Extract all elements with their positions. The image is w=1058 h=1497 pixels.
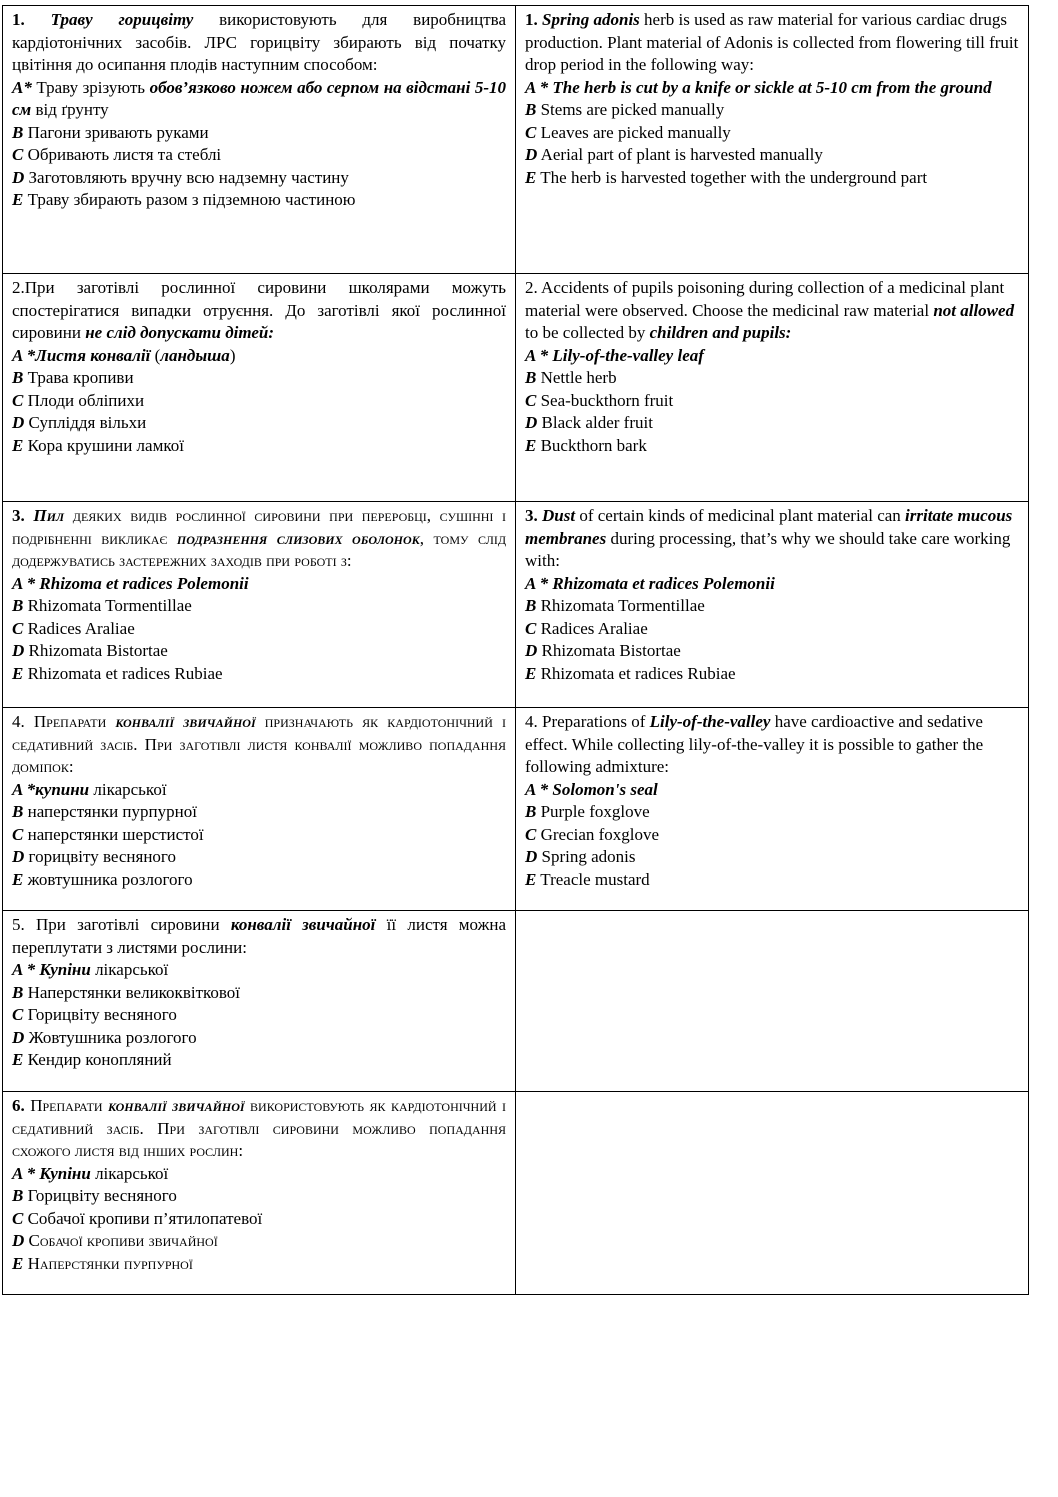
stem-text: конвалії звичайної	[230, 915, 376, 934]
option-letter: E	[12, 663, 24, 683]
option-letter: C	[12, 1208, 24, 1228]
option-text: від ґрунту	[31, 100, 109, 119]
question-stem	[525, 9, 1019, 77]
question-row	[3, 6, 1029, 274]
option-letter: A	[12, 960, 23, 979]
option-letter: B	[525, 368, 537, 387]
option-letter: E	[525, 435, 537, 455]
option-letter: C	[12, 1005, 24, 1024]
answer-option	[12, 1253, 506, 1276]
stem-text: have cardioactive and sedative effect. While collecting lily-of-the-valley it is possible to gather the following admixture:	[525, 712, 984, 776]
answer-option	[12, 846, 506, 869]
option-text: Обривають листя та стеблі	[23, 145, 222, 164]
option-text: * Купіни	[22, 1163, 91, 1183]
option-text: Пагони зривають руками	[23, 122, 209, 142]
stem-text: її листя можна переплутати з листями рослини:	[12, 915, 506, 957]
answer-option	[12, 1230, 506, 1253]
option-letter: D	[525, 847, 538, 866]
option-letter: C	[12, 390, 24, 410]
stem-text: Траву горицвіту	[50, 10, 194, 29]
answer-option	[12, 1185, 506, 1208]
option-letter: C	[525, 618, 537, 638]
answer-option	[525, 824, 1019, 847]
stem-text: призначають як кардіотонічний і седативний засіб. При заготівлі листя конвалії можливо попадання доміпок:	[12, 712, 506, 776]
option-letter: B	[12, 1186, 24, 1205]
empty-cell-en	[516, 911, 1029, 1092]
option-text: Rhizomata et radices Rubiae	[23, 663, 223, 683]
stem-text: 1.	[12, 10, 51, 29]
question-cell-ua	[3, 6, 516, 274]
option-text: Плоди обліпихи	[23, 390, 145, 410]
answer-option	[525, 801, 1019, 824]
answer-option	[12, 1208, 506, 1231]
option-text: Nettle herb	[536, 368, 617, 387]
option-letter: C	[12, 618, 24, 638]
answer-option	[12, 189, 506, 212]
question-row	[3, 274, 1029, 502]
answer-option	[12, 167, 506, 190]
option-text: Treacle mustard	[536, 869, 650, 889]
option-text: Супліддя вільхи	[24, 413, 147, 432]
stem-text: irritate mucous membranes	[525, 506, 1013, 548]
option-text: наперстянки пурпурної	[23, 802, 197, 821]
option-letter: B	[12, 982, 24, 1002]
option-text: жовтушника розлогого	[23, 869, 193, 889]
option-letter: E	[525, 869, 537, 889]
stem-text: 4. Preparations of	[525, 712, 650, 731]
question-row	[3, 1092, 1029, 1295]
option-letter: C	[525, 824, 537, 844]
answer-option	[525, 869, 1019, 892]
stem-text: Lily-of-the-valley	[649, 712, 771, 731]
option-letter: B	[12, 368, 24, 387]
option-letter: D	[12, 413, 25, 432]
option-letter: B	[12, 596, 24, 615]
question-row	[3, 502, 1029, 708]
answer-option	[12, 824, 506, 847]
option-text: лікарської	[90, 960, 169, 979]
option-text: Stems are picked manually	[536, 100, 725, 119]
option-letter: E	[12, 869, 24, 889]
answer-option	[525, 367, 1019, 390]
answer-option	[12, 618, 506, 641]
question-cell-en	[516, 274, 1029, 502]
option-text: горицвіту весняного	[24, 847, 176, 866]
stem-text: herb is used as raw material for various cardiac drugs production. Plant material of Adonis is collected from flowering till fruit drop period in the following way:	[525, 10, 1019, 74]
question-cell-ua	[3, 502, 516, 708]
option-letter: D	[12, 1027, 25, 1047]
option-text: Grecian foxglove	[536, 824, 660, 844]
question-table-body	[3, 6, 1029, 1295]
answer-option	[12, 869, 506, 892]
stem-text: 5. При заготівлі сировини	[12, 915, 231, 934]
answer-option	[12, 573, 506, 596]
option-text: Rhizomata Bistortae	[24, 641, 168, 660]
answer-option	[525, 435, 1019, 458]
option-text: * Solomon's seal	[535, 779, 658, 799]
question-row	[3, 911, 1029, 1092]
stem-text: 2.При заготівлі рослинної сировини школярами можуть спостерігатися випадки отруєння. До заготівлі якої рослинної сировини	[12, 278, 506, 342]
answer-option	[12, 1049, 506, 1072]
question-cell-ua	[3, 1092, 516, 1295]
option-text: Radices Araliae	[536, 618, 648, 638]
option-text: Собачої кропиви звичайної	[24, 1231, 218, 1250]
option-letter: C	[525, 390, 537, 410]
option-text: Sea-buckthorn fruit	[536, 390, 674, 410]
option-text: Траву зрізують	[31, 77, 150, 97]
stem-text: 6.	[12, 1096, 31, 1115]
answer-option	[525, 779, 1019, 802]
answer-option	[525, 144, 1019, 167]
question-row	[3, 708, 1029, 911]
answer-option	[525, 77, 1019, 100]
answer-option	[12, 663, 506, 686]
option-letter: B	[525, 596, 537, 615]
answer-option	[12, 345, 506, 368]
option-text: )	[229, 345, 236, 365]
question-cell-en	[516, 6, 1029, 274]
option-text: Purple foxglove	[536, 802, 650, 821]
option-text: Radices Araliae	[23, 618, 135, 638]
answer-option	[12, 1163, 506, 1186]
question-stem	[12, 914, 506, 959]
question-stem	[525, 277, 1019, 345]
question-stem	[525, 711, 1019, 779]
stem-text: Препарати	[30, 1096, 109, 1115]
option-letter: E	[12, 1253, 24, 1273]
option-letter: E	[12, 435, 24, 455]
answer-option	[12, 1027, 506, 1050]
option-letter: A	[12, 345, 23, 365]
stem-text: використовують для виробництва кардіотонічних засобів. ЛРС горицвіту збирають від початку цвітіння до осипання плодів наступним способом:	[12, 10, 507, 74]
answer-option	[12, 779, 506, 802]
option-text: лікарської	[89, 779, 167, 799]
answer-option	[12, 77, 506, 122]
option-text: Spring adonis	[537, 847, 636, 866]
answer-option	[12, 122, 506, 145]
option-letter: D	[525, 145, 538, 164]
answer-option	[525, 412, 1019, 435]
stem-text: подразнення слизових оболонок	[176, 528, 420, 548]
answer-option	[12, 367, 506, 390]
option-text: The herb is harvested together with the underground part	[536, 167, 928, 187]
option-letter: A	[12, 779, 23, 799]
question-stem	[12, 711, 506, 779]
stem-text: 3.	[12, 506, 34, 525]
stem-text: during processing, that’s why we should take care working with:	[525, 528, 1011, 570]
empty-cell-en	[516, 1092, 1029, 1295]
option-text: лікарської	[90, 1163, 169, 1183]
question-stem	[12, 505, 506, 573]
option-letter: A	[525, 779, 536, 799]
answer-option	[525, 573, 1019, 596]
stem-text: to be collected by	[525, 323, 650, 342]
stem-text: of certain kinds of medicinal plant material can	[575, 506, 906, 525]
option-text: Rhizomata Bistortae	[537, 641, 681, 660]
answer-option	[525, 846, 1019, 869]
question-stem	[12, 9, 506, 77]
answer-option	[12, 595, 506, 618]
option-letter: C	[525, 122, 537, 142]
answer-option	[525, 595, 1019, 618]
option-letter: D	[525, 413, 538, 432]
question-cell-ua	[3, 274, 516, 502]
answer-option	[525, 122, 1019, 145]
stem-text: Пил	[33, 506, 65, 525]
option-text: наперстянки шерстистої	[23, 824, 204, 844]
option-letter: D	[12, 167, 25, 187]
option-text: Траву збирають разом з підземною частиною	[23, 190, 356, 209]
question-cell-en	[516, 502, 1029, 708]
option-text: * Rhizomata et radices Polemonii	[535, 573, 775, 593]
option-letter: A	[12, 1163, 23, 1183]
option-text: * Lily-of-the-valley leaf	[535, 345, 704, 365]
stem-text: не слід допускати дітей:	[85, 323, 275, 342]
question-stem	[525, 505, 1019, 573]
question-stem	[12, 277, 506, 345]
stem-text: 1.	[525, 10, 542, 29]
answer-option	[525, 640, 1019, 663]
option-text: * Купіни	[22, 960, 91, 979]
option-text: обов’язково ножем або серпом на відстані 5-10 см	[12, 77, 507, 119]
stem-text: not allowed	[933, 300, 1015, 320]
option-text: Rhizomata Tormentillae	[536, 596, 705, 615]
question-cell-ua	[3, 708, 516, 911]
option-text: ландыша	[160, 345, 230, 365]
option-text: Кора крушини ламкої	[23, 435, 184, 455]
option-text: Leaves are picked manually	[536, 122, 731, 142]
option-letter: B	[525, 100, 537, 119]
answer-option	[12, 801, 506, 824]
option-letter: C	[12, 824, 24, 844]
option-letter: E	[525, 663, 537, 683]
answer-option	[12, 640, 506, 663]
option-text: Горицвіту весняного	[23, 1005, 177, 1024]
option-text: Заготовляють вручну всю надземну частину	[24, 167, 349, 187]
option-text: Rhizomata Tormentillae	[23, 596, 192, 615]
stem-text: 2. Accidents of pupils poisoning during collection of a medicinal plant material were observed. Choose the medicinal raw material	[525, 278, 1005, 320]
option-text: * The herb is cut by a knife or sickle at 5-10 cm from the ground	[535, 77, 992, 97]
option-letter: D	[12, 1231, 25, 1250]
option-letter: B	[12, 122, 24, 142]
option-letter: A	[525, 345, 536, 365]
option-letter: D	[525, 641, 538, 660]
stem-text: Dust	[542, 506, 576, 525]
stem-text: деяких видів рослинної сировини при переробці, сушінні і подрібненні викликає	[12, 506, 507, 548]
answer-option	[12, 412, 506, 435]
question-stem	[12, 1095, 506, 1163]
answer-option	[12, 959, 506, 982]
stem-text: children and pupils:	[649, 323, 792, 342]
option-letter: A	[12, 573, 23, 593]
option-text: Собачої кропиви п’ятилопатевої	[23, 1208, 263, 1228]
option-text: Горицвіту весняного	[23, 1186, 177, 1205]
stem-text: 4. Препарати	[12, 712, 116, 731]
answer-option	[12, 1004, 506, 1027]
option-letter: C	[12, 145, 24, 164]
stem-text: конвалії звичайної	[108, 1096, 245, 1115]
option-text: Наперстянки пурпурної	[23, 1253, 193, 1273]
option-letter: B	[525, 802, 537, 821]
option-text: Buckthorn bark	[536, 435, 647, 455]
option-text: Жовтушника розлогого	[24, 1027, 197, 1047]
stem-text: , тому слід додержуватись застережних заходів при роботі з:	[12, 528, 507, 570]
option-text: Кендир конопляний	[23, 1050, 172, 1069]
option-letter: D	[12, 641, 25, 660]
option-letter: E	[12, 1050, 24, 1069]
option-text: *купини	[22, 779, 90, 799]
option-letter: A	[525, 573, 536, 593]
stem-text: використовують як кардіотонічний і седативний засіб. При заготівлі сировини можливо попадання схожого листя від інших рослин:	[12, 1096, 506, 1160]
option-letter: A*	[12, 77, 32, 97]
stem-text: 3.	[525, 506, 542, 525]
question-cell-en	[516, 708, 1029, 911]
answer-option	[525, 663, 1019, 686]
option-text: Наперстянки великоквіткової	[23, 982, 241, 1002]
option-letter: B	[12, 802, 24, 821]
option-text: Black alder fruit	[537, 413, 653, 432]
option-letter: A	[525, 77, 536, 97]
answer-option	[525, 618, 1019, 641]
answer-option	[525, 390, 1019, 413]
option-text: Aerial part of plant is harvested manually	[537, 145, 823, 164]
answer-option	[525, 345, 1019, 368]
stem-text: Spring adonis	[542, 10, 640, 29]
question-table	[2, 5, 1029, 1295]
answer-option	[12, 435, 506, 458]
answer-option	[525, 167, 1019, 190]
option-text: * Rhizoma et radices Polemonii	[22, 573, 249, 593]
answer-option	[525, 99, 1019, 122]
stem-text: конвалії звичайної	[115, 712, 256, 731]
option-text: Rhizomata et radices Rubiae	[536, 663, 736, 683]
option-letter: E	[12, 190, 24, 209]
answer-option	[12, 390, 506, 413]
option-text: Трава кропиви	[23, 368, 134, 387]
answer-option	[12, 982, 506, 1005]
option-text: *Листя конвалії	[22, 345, 151, 365]
option-text: (	[150, 345, 161, 365]
answer-option	[12, 144, 506, 167]
option-letter: D	[12, 847, 25, 866]
question-cell-ua	[3, 911, 516, 1092]
option-letter: E	[525, 167, 537, 187]
